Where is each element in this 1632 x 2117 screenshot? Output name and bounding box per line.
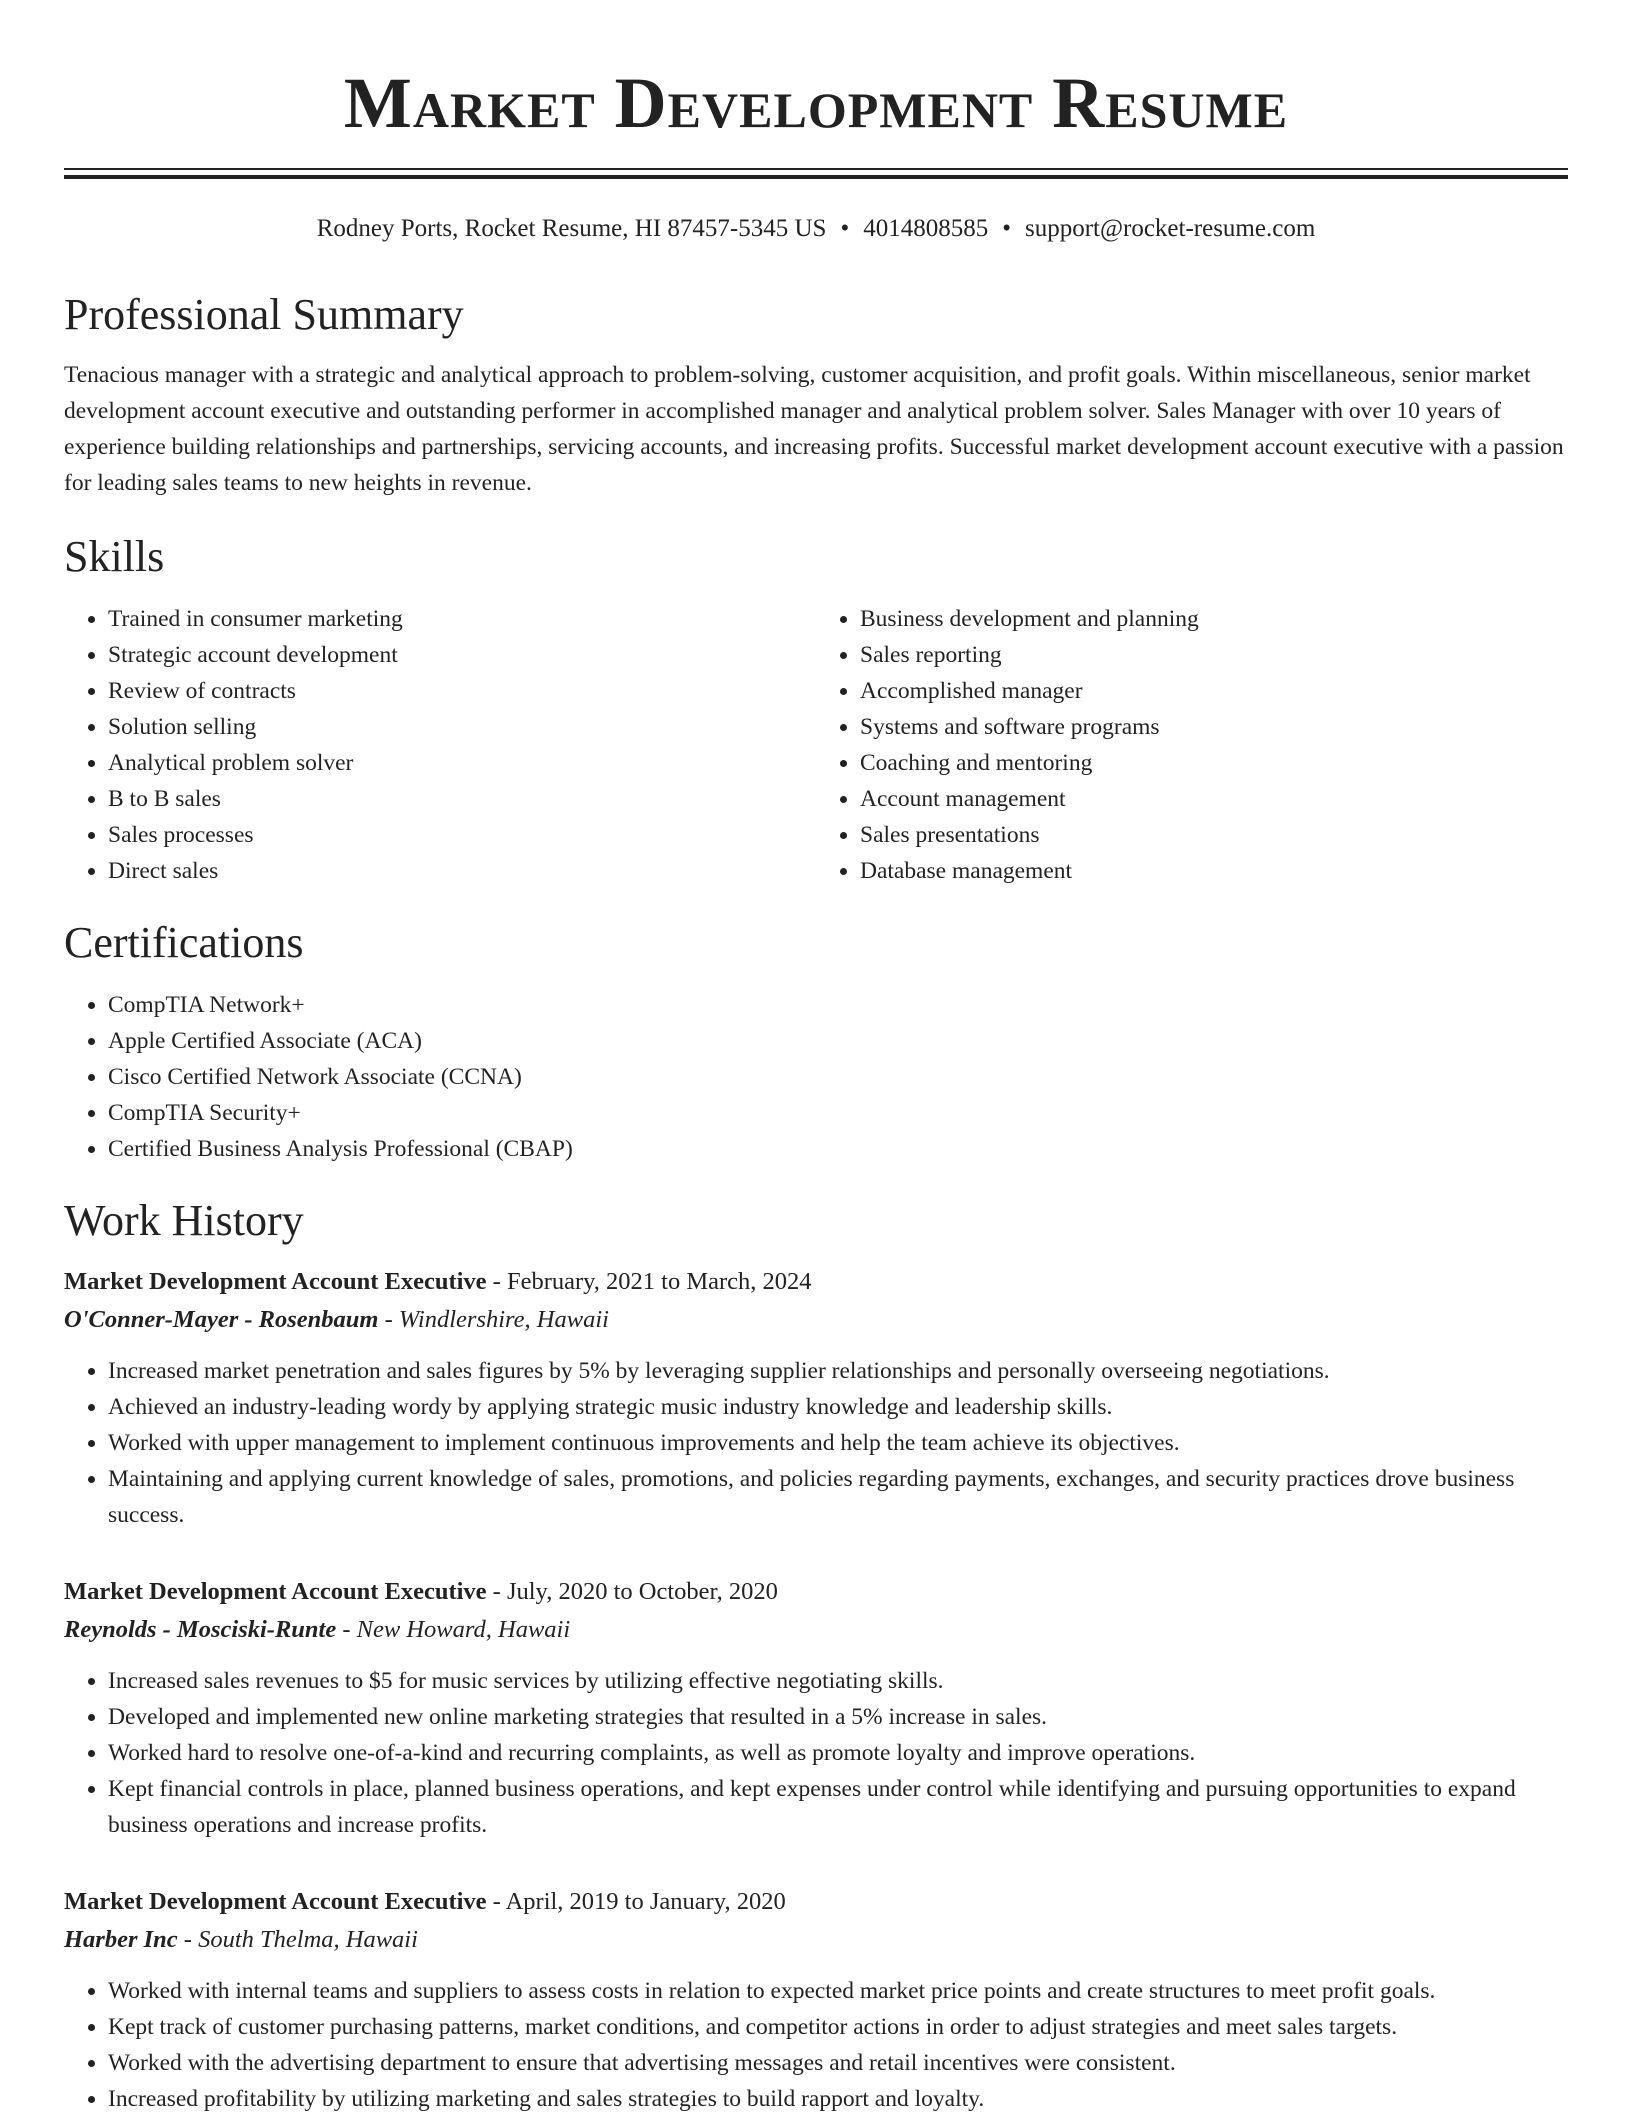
job-company: O'Conner-Mayer - Rosenbaum [64, 1306, 379, 1333]
job-bullets [64, 1973, 1568, 2117]
skill-item: • Systems and software programs [860, 709, 1568, 745]
job-bullet: • Maintaining and applying current knowledge of sales, promotions, and policies regarding payments, exchanges, and security practices drove business success. [108, 1461, 1568, 1533]
skills-heading: Skills [64, 532, 165, 581]
job-role: Market Development Account Executive [64, 1268, 487, 1295]
skills-list-right [816, 601, 1568, 889]
skill-item: • Analytical problem solver [108, 745, 816, 781]
contact-line [64, 213, 1568, 245]
certification-item: • CompTIA Security+ [108, 1095, 1568, 1131]
skill-item: • Business development and planning [860, 601, 1568, 637]
summary-text: Tenacious manager with a strategic and analytical approach to problem-solving, customer acquisition, and profit goals. Within miscellaneous, senior market development account executive and outstanding performer in accomplished manager and analytical problem solver. Sales Manager with over 10 years of experience building relationships and partnerships, servicing accounts, and increasing profits. Successful market development account executive with a passion for leading sales teams to new heights in revenue. [64, 362, 1564, 496]
skill-item: • Strategic account development [108, 637, 816, 673]
job-dates: July, 2020 to October, 2020 [506, 1578, 778, 1605]
skill-item: • B to B sales [108, 781, 816, 817]
job-entry [64, 1883, 1568, 2117]
skills-columns [64, 601, 1568, 889]
skill-item: • Direct sales [108, 853, 816, 889]
job-company: Harber Inc [64, 1926, 178, 1953]
job-bullets [64, 1353, 1568, 1533]
skill-item: • Review of contracts [108, 673, 816, 709]
job-location: South Thelma, Hawaii [198, 1926, 418, 1953]
skill-item: • Solution selling [108, 709, 816, 745]
job-role: Market Development Account Executive [64, 1888, 487, 1915]
job-dates: February, 2021 to March, 2024 [506, 1268, 812, 1295]
skill-item: • Sales processes [108, 817, 816, 853]
job-bullets [64, 1663, 1568, 1843]
job-bullet: • Worked with the advertising department to ensure that advertising messages and retail incentives were consistent. [108, 2045, 1568, 2081]
job-location: Windlershire, Hawaii [398, 1306, 609, 1333]
skill-item: • Coaching and mentoring [860, 745, 1568, 781]
job-dates: April, 2019 to January, 2020 [505, 1888, 786, 1915]
skill-item: • Database management [860, 853, 1568, 889]
job-bullet: • Increased profitability by utilizing marketing and sales strategies to build rapport and loyalty. [108, 2081, 1568, 2117]
contact-email[interactable]: support@rocket-resume.com [1024, 215, 1316, 242]
job-bullet: • Achieved an industry-leading wordy by applying strategic music industry knowledge and leadership skills. [108, 1389, 1568, 1425]
skill-item: • Accomplished manager [860, 673, 1568, 709]
job-bullet: • Increased sales revenues to $5 for music services by utilizing effective negotiating skills. [108, 1663, 1568, 1699]
job-entry [64, 1573, 1568, 1843]
job-bullet: • Developed and implemented new online marketing strategies that resulted in a 5% increase in sales. [108, 1699, 1568, 1735]
work-history-heading: Work History [64, 1196, 304, 1245]
title-divider [64, 168, 1568, 179]
job-title-line: Market Development Account Executive - April, 2019 to January, 2020 [64, 1888, 786, 1915]
job-title-line: Market Development Account Executive - February, 2021 to March, 2024 [64, 1268, 812, 1295]
job-bullet: • Worked hard to resolve one-of-a-kind and recurring complaints, as well as promote loyalty and improve operations. [108, 1735, 1568, 1771]
certification-item: • CompTIA Network+ [108, 987, 1568, 1023]
resume-title: Market Development Resume [343, 63, 1289, 143]
job-bullet: • Worked with internal teams and suppliers to assess costs in relation to expected market price points and create structures to meet profit goals. [108, 1973, 1568, 2009]
contact-address: Rodney Ports, Rocket Resume, HI 87457-5345 US [316, 215, 827, 242]
certification-item: • Apple Certified Associate (ACA) [108, 1023, 1568, 1059]
certifications-list [64, 987, 1568, 1167]
certification-item: • Certified Business Analysis Professional (CBAP) [108, 1131, 1568, 1167]
job-bullet: • Increased market penetration and sales figures by 5% by leveraging supplier relationships and personally overseeing negotiations. [108, 1353, 1568, 1389]
job-company-line: Reynolds - Mosciski-Runte - New Howard, Hawaii [64, 1616, 571, 1643]
contact-separator: • [840, 215, 850, 242]
job-title-line: Market Development Account Executive - July, 2020 to October, 2020 [64, 1578, 778, 1605]
job-bullet: • Kept track of customer purchasing patterns, market conditions, and competitor actions in order to adjust strategies and meet sales targets. [108, 2009, 1568, 2045]
job-role: Market Development Account Executive [64, 1578, 487, 1605]
contact-phone: 4014808585 [863, 215, 989, 242]
certification-item: • Cisco Certified Network Associate (CCNA) [108, 1059, 1568, 1095]
skill-item: • Sales presentations [860, 817, 1568, 853]
skill-item: • Account management [860, 781, 1568, 817]
job-company-line: O'Conner-Mayer - Rosenbaum - Windlershire, Hawaii [64, 1306, 609, 1333]
skill-item: • Sales reporting [860, 637, 1568, 673]
summary-heading: Professional Summary [64, 290, 464, 339]
job-location: New Howard, Hawaii [356, 1616, 571, 1643]
job-company-line: Harber Inc - South Thelma, Hawaii [64, 1926, 418, 1953]
contact-separator: • [1002, 215, 1011, 242]
skill-item: • Trained in consumer marketing [108, 601, 816, 637]
job-bullet: • Worked with upper management to implement continuous improvements and help the team achieve its objectives. [108, 1425, 1568, 1461]
job-company: Reynolds - Mosciski-Runte [64, 1616, 337, 1643]
resume-page [64, 0, 1568, 2117]
certifications-heading: Certifications [64, 918, 304, 967]
job-bullet: • Kept financial controls in place, planned business operations, and kept expenses under control while identifying and pursuing opportunities to expand business operations and increase profits. [108, 1771, 1568, 1843]
job-entry [64, 1263, 1568, 1533]
skills-list-left [64, 601, 816, 889]
